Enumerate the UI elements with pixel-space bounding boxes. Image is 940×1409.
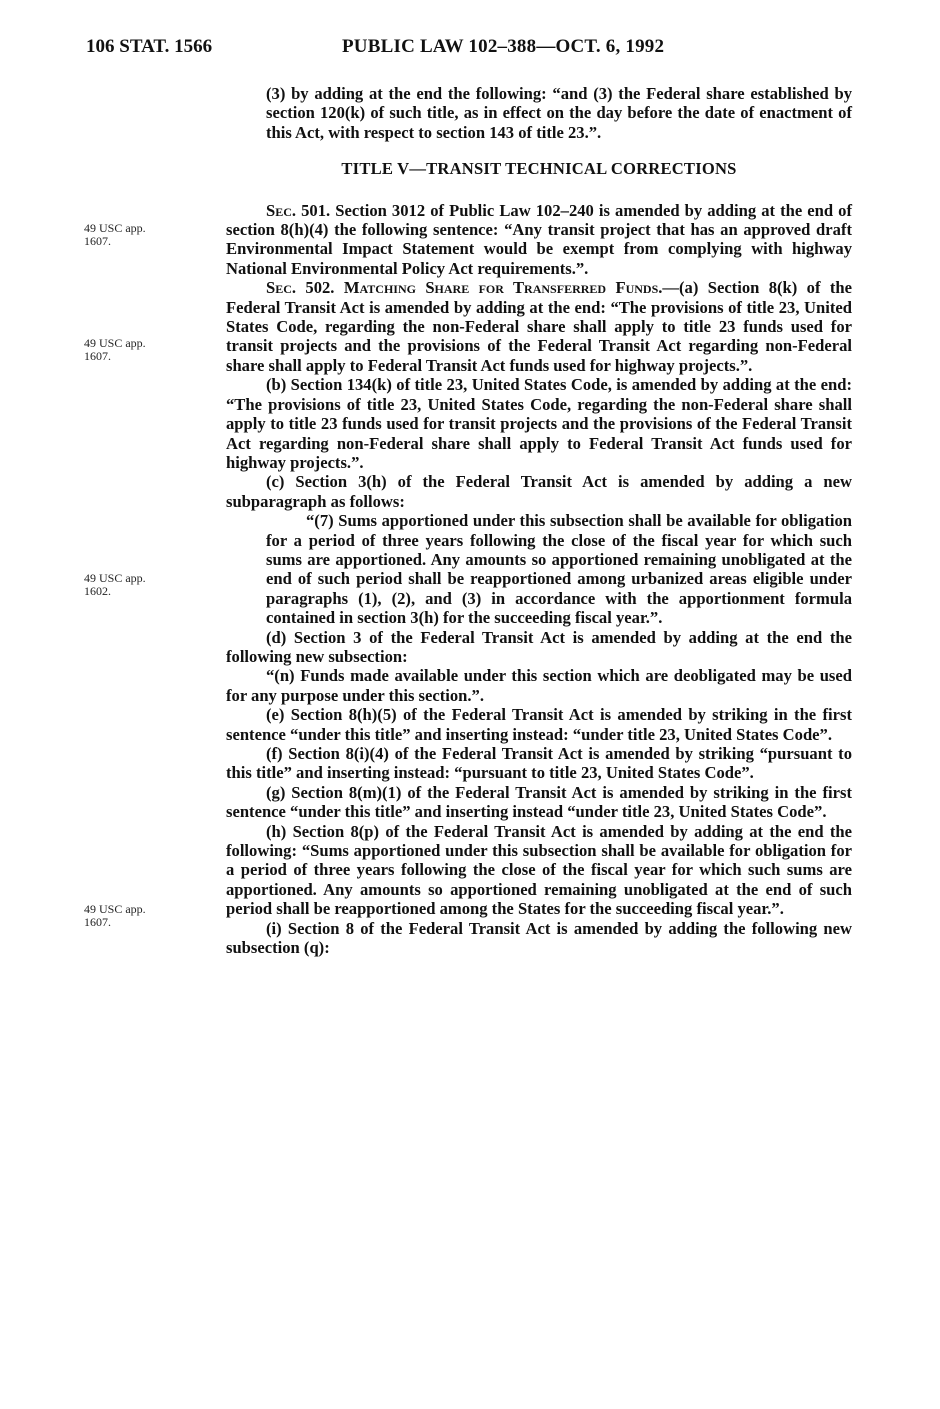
paragraph-e: (e) Section 8(h)(5) of the Federal Transit Act is amended by striking in the first sentence “under this title” and inserting instead: “under title 23, United States Code”. — [226, 705, 852, 744]
section-502 — [226, 278, 852, 375]
margin-note-line: 49 USC app. — [84, 221, 146, 235]
paragraph-b: (b) Section 134(k) of title 23, United States Code, is amended by adding at the end: “The provisions of title 23, United States Code, regarding the non-Federal share shall apply to title 23 funds used for transit projects and the provisions of the Federal Transit Act regarding non-Federal share shall apply to Federal Transit Act funds used for highway projects.”. — [226, 375, 852, 472]
paragraph-i: (i) Section 8 of the Federal Transit Act is amended by adding the following new subsection (q): — [226, 918, 852, 958]
section-502-text: —(a) Section 8(k) of the Federal Transit Act is amended by adding at the end: “The provisions of title 23, United States Code, regarding the non-Federal share shall apply to title 23 funds used for transit projects and the provisions of the Federal Transit Act regarding non-Federal share shall apply to Federal Transit Act funds used for highway projects.”. — [226, 278, 852, 375]
body-text — [226, 84, 852, 957]
margin-note-line: 1607. — [84, 234, 111, 248]
margin-note-sub-c — [84, 572, 194, 598]
margin-note-line: 1607. — [84, 915, 111, 929]
margin-note-line: 49 USC app. — [84, 336, 146, 350]
paragraph-h: (h) Section 8(p) of the Federal Transit Act is amended by adding at the end the following: “Sums apportioned under this subsection shall be available for obligation for a period of three years following the close of the fiscal year for which such sums are apportioned. Any amounts so apportioned remaining unobligated at the end of such period shall be reapportioned among the States for the succeeding fiscal year.”. — [226, 821, 852, 919]
margin-note-sec501 — [84, 222, 194, 248]
section-501-label: Sec. 501. — [266, 200, 331, 220]
section-501-text: Section 3012 of Public Law 102–240 is amended by adding at the end of section 8(h)(4) the following sentence: “Any transit project that has an approved draft Environmental Impact Statement would be exempt from complying with highway National Environmental Policy Act requirements.”. — [226, 200, 852, 278]
margin-note-line: 49 USC app. — [84, 902, 146, 916]
margin-note-sec502 — [84, 337, 194, 363]
margin-note-line: 1607. — [84, 349, 111, 363]
paragraph-c: (c) Section 3(h) of the Federal Transit Act is amended by adding a new subparagraph as follows: — [226, 472, 852, 511]
paragraph-d: (d) Section 3 of the Federal Transit Act is amended by adding at the end the following new subsection: — [226, 627, 852, 666]
page-header — [86, 36, 880, 60]
margin-note-line: 1602. — [84, 584, 111, 598]
section-502-label: Sec. 502. Matching Share for Transferred Funds. — [266, 278, 663, 298]
stat-page-number: 106 STAT. 1566 — [86, 36, 213, 57]
section-501 — [226, 201, 852, 279]
paragraph-g: (g) Section 8(m)(1) of the Federal Transit Act is amended by striking in the first sentence “under this title” and inserting instead “under title 23, United States Code”. — [226, 782, 852, 822]
paragraph-dn: “(n) Funds made available under this section which are deobligated may be used for any purpose under this section.”. — [226, 666, 852, 705]
paragraph-c7: “(7) Sums apportioned under this subsection shall be available for obligation for a period of three years following the close of the fiscal year for which such sums are apportioned. Any amounts so apportioned remaining unobligated at the end of such period shall be reapportioned among urbanized areas eligible under paragraphs (1), (2), and (3) in accordance with the apportionment formula contained in section 3(h) for the succeeding fiscal year.”. — [266, 511, 852, 628]
paragraph-intro: (3) by adding at the end the following: “and (3) the Federal share established by section 120(k) of such title, as in effect on the day before the date of enactment of this Act, with respect to section 143 of title 23.”. — [266, 84, 852, 142]
margin-note-sub-f — [84, 903, 194, 929]
title-heading: TITLE V—TRANSIT TECHNICAL CORRECTIONS — [341, 159, 737, 179]
public-law-citation: PUBLIC LAW 102–388—OCT. 6, 1992 — [342, 36, 665, 57]
margin-note-line: 49 USC app. — [84, 571, 146, 585]
paragraph-f: (f) Section 8(i)(4) of the Federal Transit Act is amended by striking “pursuant to this title” and inserting instead: “pursuant to title 23, United States Code”. — [226, 744, 852, 783]
